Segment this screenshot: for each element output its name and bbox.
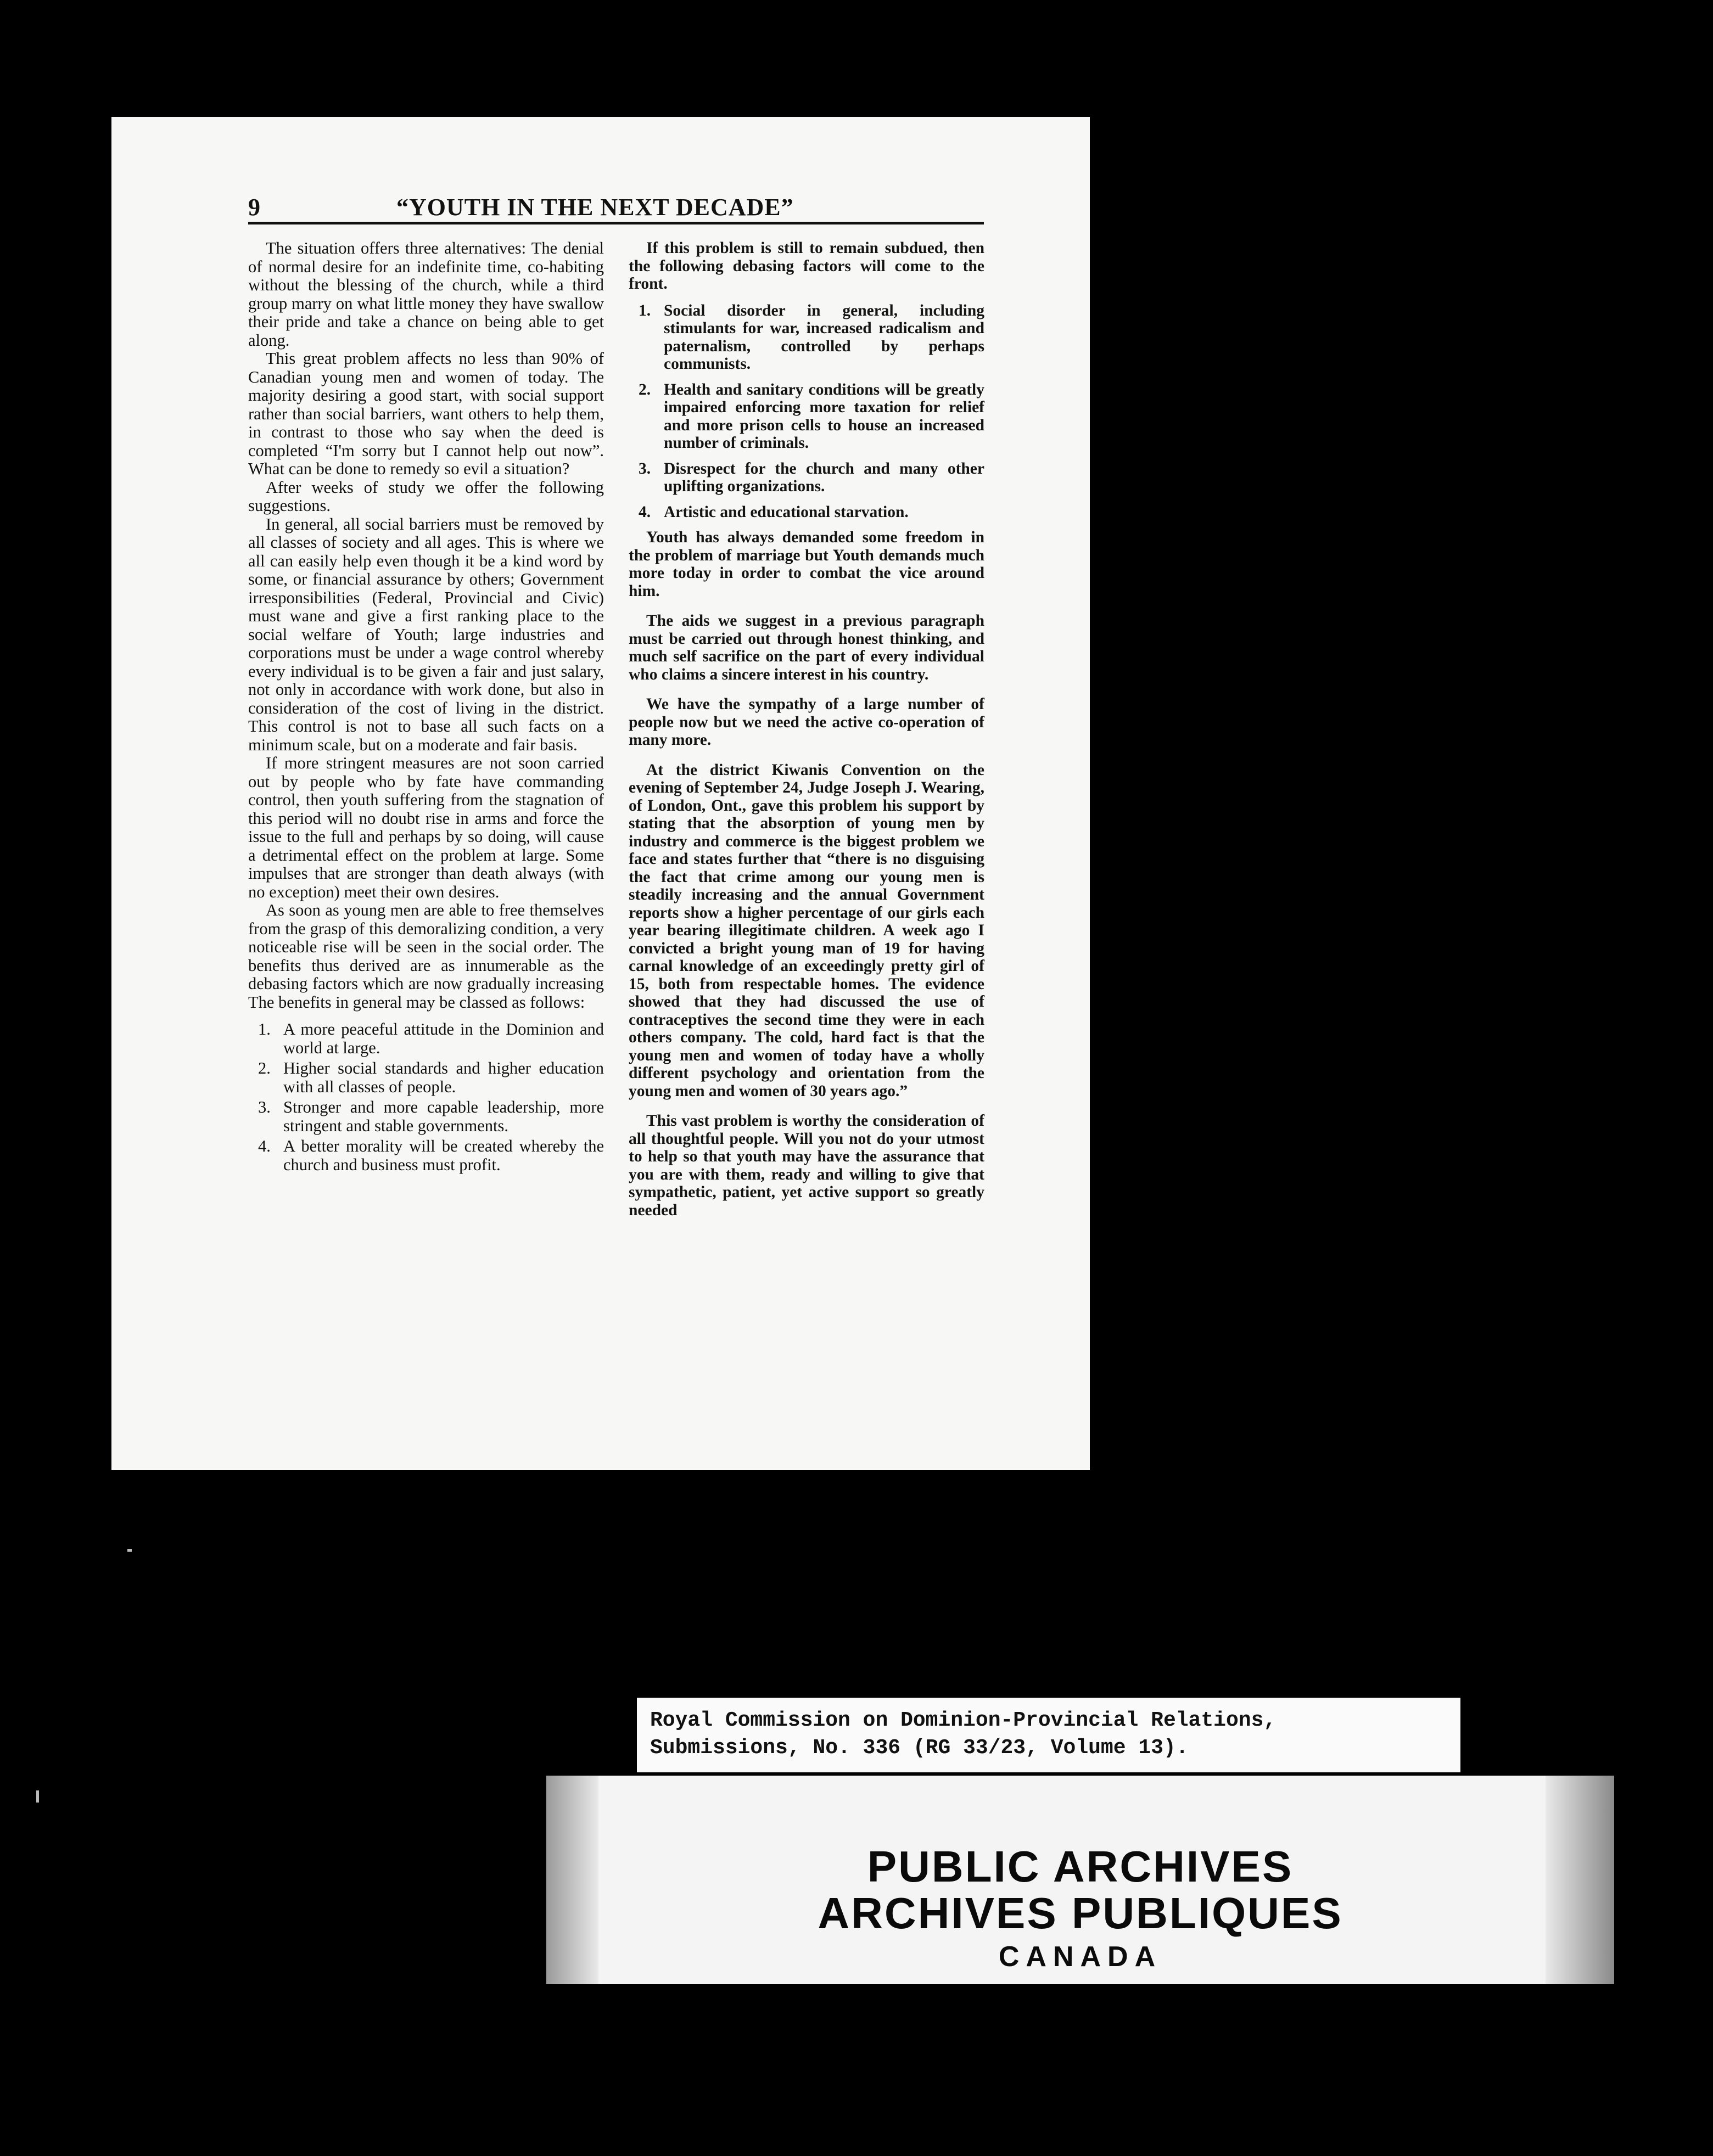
list-text: A more peaceful attitude in the Dominion and world at large. xyxy=(283,1020,604,1057)
archive-stamp xyxy=(546,1776,1614,1984)
archive-reference-line: Submissions, No. 336 (RG 33/23, Volume 13). xyxy=(650,1736,1189,1760)
right-column xyxy=(629,239,984,1219)
list-text: Stronger and more capable leadership, more stringent and stable governments. xyxy=(283,1098,604,1135)
header-rule xyxy=(248,222,984,224)
paragraph: The situation offers three alternatives: The denial of normal desire for an indefinite time, co-habiting without the blessing of the church, while a third group marry on what little money they have swallow their pride and take a chance on being able to get along. xyxy=(248,239,604,350)
list-number: 2. xyxy=(639,380,651,398)
benefits-list xyxy=(248,1020,604,1174)
list-item xyxy=(248,1137,604,1174)
list-text: Health and sanitary conditions will be greatly impaired enforcing more taxation for relief and more prison cells to house an increased number of criminals. xyxy=(664,380,984,452)
list-text: Higher social standards and higher education with all classes of people. xyxy=(283,1059,604,1096)
list-item xyxy=(629,381,984,452)
debasing-factors-list xyxy=(629,302,984,521)
stamp-line: PUBLIC ARCHIVES xyxy=(867,1842,1294,1891)
list-item xyxy=(629,302,984,373)
page-header xyxy=(248,193,984,224)
list-text: A better morality will be created whereby the church and business must profit. xyxy=(283,1137,604,1174)
paragraph: The aids we suggest in a previous paragraph must be carried out through honest thinking, and much self sacrifice on the part of every individual who claims a sincere interest in his country. xyxy=(629,612,984,683)
paragraph: At the district Kiwanis Convention on the evening of September 24, Judge Joseph J. Wearing, of London, Ont., gave this problem his support by stating that the absorption of young men by industry and commerce is the biggest problem we face and states further that “there is no disguising the fact that crime among our young men is steadily increasing and the annual Government reports show a higher percentage of our girls each year bearing illegitimate children. A week ago I convicted a bright young man of 19 for having carnal knowledge of an exceedingly pretty girl of 15, both from respectable homes. The evidence showed that they had discussed the use of contraceptives the second time they were in each others company. The cold, hard fact is that the young men and women of today have a wholly different psychology and orientation from the young men and women of 30 years ago.” xyxy=(629,761,984,1100)
page-title: “YOUTH IN THE NEXT DECADE” xyxy=(396,194,794,221)
paragraph: This vast problem is worthy the consideration of all thoughtful people. Will you not do your utmost to help so that youth may have the assurance that you are with them, ready and willing to give that sympathetic, patient, yet active support so greatly needed xyxy=(629,1112,984,1219)
paragraph: As soon as young men are able to free themselves from the grasp of this demoralizing condition, a very noticeable rise will be seen in the social order. The benefits thus derived are as innumerable as the debasing factors which are now gradually increasing The benefits in general may be classed as follows: xyxy=(248,901,604,1012)
archive-reference-label xyxy=(637,1698,1460,1772)
film-speck xyxy=(36,1790,39,1803)
paragraph: After weeks of study we offer the following suggestions. xyxy=(248,478,604,515)
list-text: Artistic and educational starvation. xyxy=(664,503,909,521)
stamp-line: ARCHIVES PUBLIQUES xyxy=(818,1889,1343,1938)
paragraph: If more stringent measures are not soon carried out by people who by fate have commanding control, then youth suffering from the stagnation of this period will no doubt rise in arms and force the issue to the full and perhaps by so doing, will cause a detrimental effect on the problem at large. Some impulses that are stronger than death always (with no exception) meet their own desires. xyxy=(248,754,604,901)
list-item xyxy=(629,503,984,521)
paragraph: This great problem affects no less than 90% of Canadian young men and women of today. The majority desiring a good start, with social support rather than social barriers, want others to help them, in contrast to those who say when the deed is completed “I'm sorry but I cannot help out now”. What can be done to remedy so evil a situation? xyxy=(248,349,604,478)
paragraph: If this problem is still to remain subdued, then the following debasing factors will come to the front. xyxy=(629,239,984,293)
list-item xyxy=(248,1020,604,1057)
list-number: 4. xyxy=(639,503,651,521)
list-number: 3. xyxy=(258,1098,271,1116)
list-number: 3. xyxy=(639,459,651,478)
list-text: Social disorder in general, including stimulants for war, increased radicalism and paternalism, controlled by perhaps communists. xyxy=(664,301,984,373)
film-speck xyxy=(127,1549,132,1552)
paragraph: Youth has always demanded some freedom in the problem of marriage but Youth demands much more today in order to combat the vice around him. xyxy=(629,529,984,600)
paragraph: We have the sympathy of a large number of people now but we need the active co-operation of many more. xyxy=(629,695,984,749)
left-column xyxy=(248,239,604,1176)
list-item xyxy=(248,1059,604,1096)
page-number: 9 xyxy=(248,194,260,221)
list-number: 4. xyxy=(258,1137,271,1155)
stamp-line: CANADA xyxy=(998,1941,1162,1973)
list-number: 1. xyxy=(639,301,651,319)
archive-reference-line: Royal Commission on Dominion-Provincial Relations, xyxy=(650,1709,1277,1732)
list-text: Disrespect for the church and many other uplifting organizations. xyxy=(664,459,984,495)
list-item xyxy=(248,1098,604,1135)
list-number: 1. xyxy=(258,1020,271,1038)
list-item xyxy=(629,460,984,496)
paragraph: In general, all social barriers must be removed by all classes of society and all ages. This is where we all can easily help even though it be a kind word by some, or financial assurance by others; Government irresponsibilities (Federal, Provincial and Civic) must wane and give a first ranking place to the social welfare of Youth; large industries and corporations must be under a wage control whereby every individual is to be given a fair and just salary, not only in accordance with work done, but also in consideration of the cost of living in the district. This control is not to base all such facts on a minimum scale, but on a moderate and fair basis. xyxy=(248,514,604,754)
list-number: 2. xyxy=(258,1059,271,1077)
